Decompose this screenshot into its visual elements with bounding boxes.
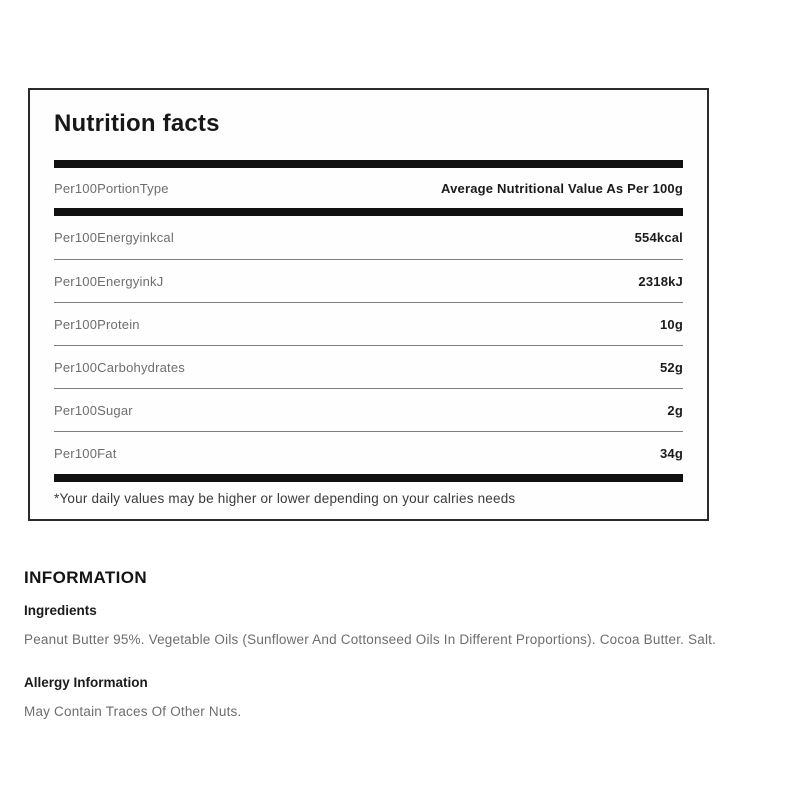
- row-label: Per100Carbohydrates: [54, 359, 185, 375]
- row-label: Per100Energyinkcal: [54, 230, 174, 245]
- table-header-row: [54, 168, 683, 208]
- table-row: [54, 216, 683, 259]
- ingredients-text: Peanut Butter 95%. Vegetable Oils (Sunflower And Cottonseed Oils In Different Proportions). Cocoa Butter. Salt.: [24, 632, 717, 647]
- table-row: [54, 259, 683, 302]
- daily-values-footnote: *Your daily values may be higher or lower depending on your calries needs: [54, 491, 516, 506]
- nutrition-facts-title: Nutrition facts: [54, 110, 220, 137]
- row-value: 2318kJ: [638, 273, 683, 289]
- row-label: Per100Fat: [54, 445, 117, 461]
- row-label: Per100EnergyinkJ: [54, 273, 164, 289]
- row-label: Per100Protein: [54, 316, 140, 332]
- table-row: [54, 388, 683, 431]
- header-label: Per100PortionType: [54, 180, 169, 196]
- header-separator-bar: [54, 208, 683, 216]
- nutrition-facts-card: [28, 88, 709, 521]
- header-value: Average Nutritional Value As Per 100g: [441, 180, 683, 196]
- allergy-text: May Contain Traces Of Other Nuts.: [24, 704, 242, 719]
- row-label: Per100Sugar: [54, 402, 133, 418]
- ingredients-heading: Ingredients: [24, 603, 97, 618]
- top-separator-bar: [54, 160, 683, 168]
- row-value: 554kcal: [634, 230, 683, 245]
- table-row: [54, 302, 683, 345]
- bottom-separator-bar: [54, 474, 683, 482]
- information-heading: INFORMATION: [24, 568, 148, 587]
- row-value: 10g: [659, 316, 683, 332]
- table-row: [54, 345, 683, 388]
- information-section: [24, 568, 776, 719]
- table-row: [54, 431, 683, 474]
- row-value: 34g: [659, 445, 683, 461]
- row-value: 2g: [667, 402, 683, 418]
- allergy-heading: Allergy Information: [24, 675, 148, 690]
- row-value: 52g: [659, 359, 683, 375]
